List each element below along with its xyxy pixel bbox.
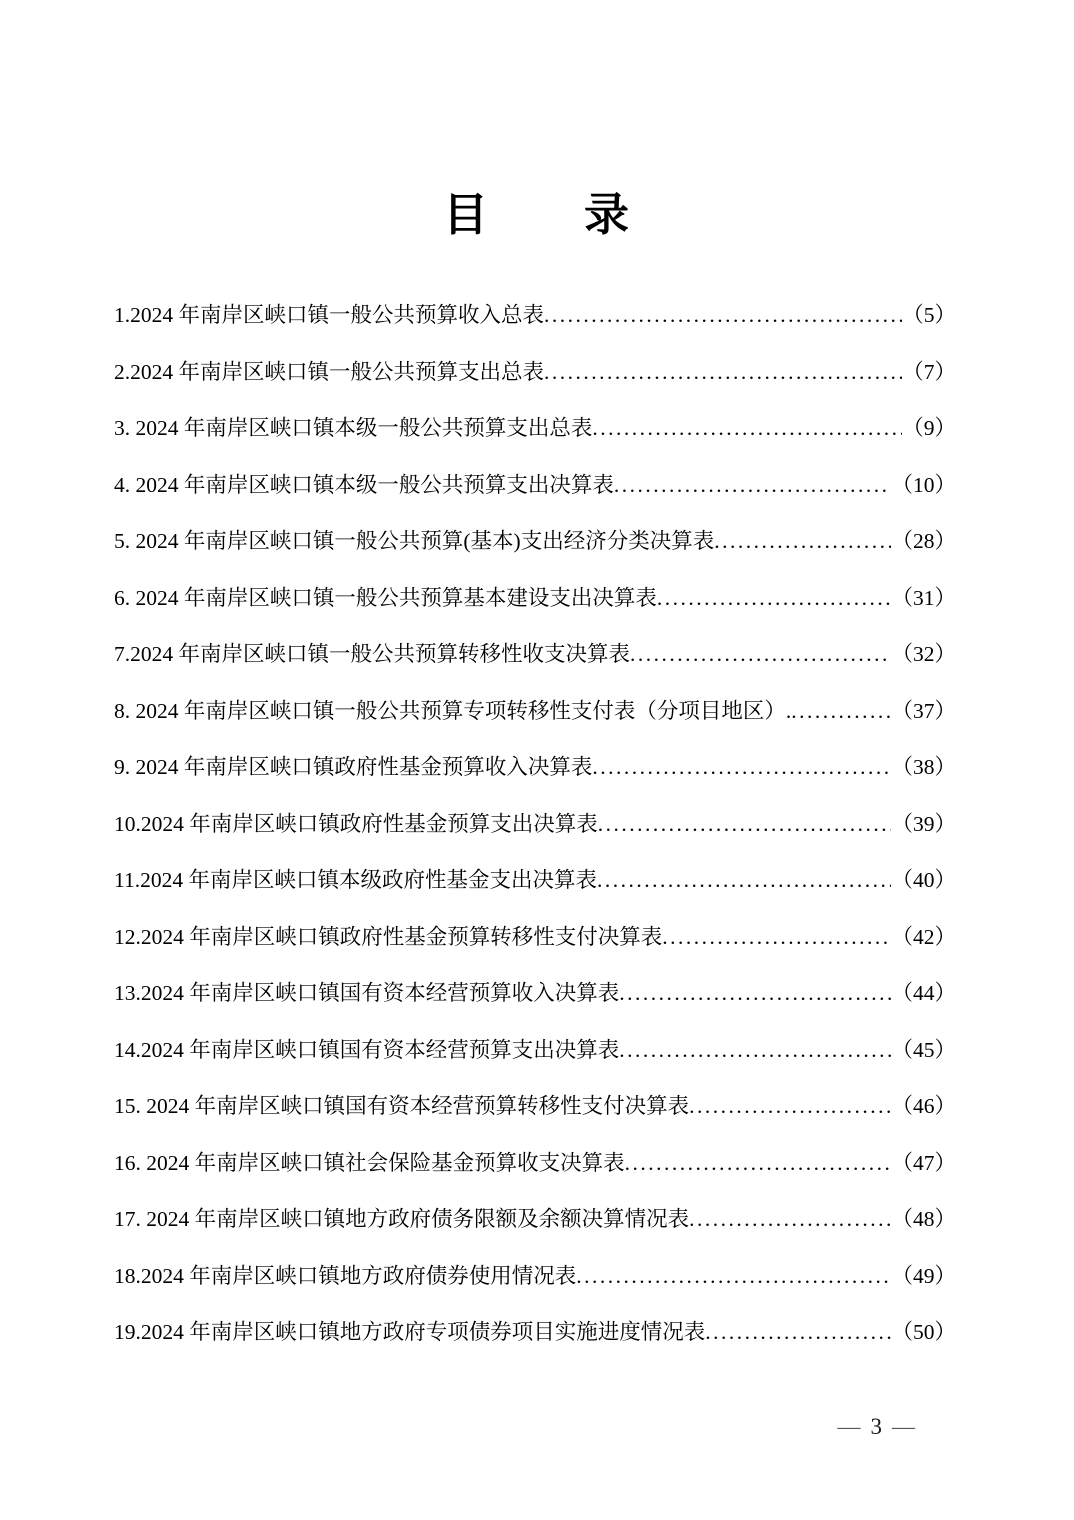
toc-entry-dots [592, 400, 902, 457]
toc-entry [114, 796, 956, 853]
toc-entry-text: 1.2024 年南岸区峡口镇一般公共预算收入总表 [114, 303, 545, 327]
toc-entry-dots [705, 1304, 891, 1361]
page-number [828, 1414, 926, 1440]
toc-entry-text: 11.2024 年南岸区峡口镇本级政府性基金支出决算表 [114, 868, 597, 892]
toc-entry-page: （38） [891, 755, 956, 779]
toc-entry-text: 19.2024 年南岸区峡口镇地方政府专项债券项目实施进度情况表 [114, 1320, 706, 1344]
toc-entry-text: 18.2024 年南岸区峡口镇地方政府债券使用情况表 [114, 1263, 577, 1288]
toc-entry [114, 400, 956, 457]
toc-entry [114, 1248, 956, 1305]
toc-entry [114, 1191, 956, 1248]
toc-entry-dots [597, 852, 892, 909]
toc-entry-dots [689, 1078, 891, 1135]
toc-entry-dots [544, 287, 902, 344]
toc-entry-page: （46） [891, 1094, 956, 1118]
toc-entry [114, 909, 956, 966]
toc-entry [114, 1304, 956, 1361]
toc-entry-dots [630, 626, 891, 683]
toc-entry-page: （44） [891, 981, 956, 1005]
toc-entry-page: （47） [891, 1150, 956, 1175]
toc-entry-dots [662, 909, 891, 966]
toc-entry [114, 287, 956, 344]
toc-entry-page: （39） [891, 811, 956, 836]
toc-entry-text: 12.2024 年南岸区峡口镇政府性基金预算转移性支付决算表 [114, 924, 663, 949]
toc-entry-page: （28） [891, 529, 956, 553]
toc-entry-text: 15. 2024 年南岸区峡口镇国有资本经营预算转移性支付决算表 [114, 1094, 690, 1118]
toc-entry-dots [791, 683, 891, 740]
toc-entry-dots [544, 344, 902, 401]
toc-entry [114, 739, 956, 796]
toc-entry-page: （48） [891, 1207, 956, 1231]
toc-entry [114, 1078, 956, 1135]
toc-entry-dots [619, 1022, 891, 1079]
toc-entry-page: （40） [891, 868, 956, 892]
toc-entry-text: 16. 2024 年南岸区峡口镇社会保险基金预算收支决算表 [114, 1150, 625, 1175]
toc-entry-text: 7.2024 年南岸区峡口镇一般公共预算转移性收支决算表 [114, 642, 631, 666]
page-title: 目 录 [442, 190, 631, 240]
toc-entry-dots [598, 796, 892, 853]
toc-entry-page: （37） [891, 698, 956, 723]
toc-entry-text: 17. 2024 年南岸区峡口镇地方政府债务限额及余额决算情况表 [114, 1207, 690, 1231]
toc-entry-dots [619, 965, 891, 1022]
toc-entry-text: 14.2024 年南岸区峡口镇国有资本经营预算支出决算表 [114, 1037, 620, 1062]
footer-dash-right: — [892, 1414, 915, 1439]
toc-entry-page: （31） [891, 585, 956, 610]
toc-entry [114, 513, 956, 570]
toc-entry-text: 8. 2024 年南岸区峡口镇一般公共预算专项转移性支付表（分项目地区）. [114, 698, 792, 723]
toc-entry [114, 1135, 956, 1192]
toc-entry-dots [689, 1191, 891, 1248]
toc-entry-page: （42） [891, 924, 956, 949]
toc-entry-page: （50） [891, 1320, 956, 1344]
toc-entry-page: （45） [891, 1037, 956, 1062]
toc-entry [114, 852, 956, 909]
toc-entry-page: （49） [891, 1263, 956, 1288]
toc-entry-text: 10.2024 年南岸区峡口镇政府性基金预算支出决算表 [114, 811, 598, 836]
toc-entry [114, 344, 956, 401]
toc-entry-page: （7） [902, 359, 956, 384]
toc-entry-dots [614, 457, 892, 514]
footer-page-number: 3 [870, 1414, 882, 1439]
toc-entry [114, 965, 956, 1022]
toc-entry-dots [576, 1248, 891, 1305]
toc-entry [114, 1022, 956, 1079]
toc-entry-text: 2.2024 年南岸区峡口镇一般公共预算支出总表 [114, 359, 545, 384]
toc-entry [114, 570, 956, 627]
toc-entry-text: 3. 2024 年南岸区峡口镇本级一般公共预算支出总表 [114, 416, 593, 440]
toc-list [114, 287, 956, 1361]
toc-entry [114, 626, 956, 683]
toc-entry-page: （32） [891, 642, 956, 666]
toc-entry-dots [625, 1135, 892, 1192]
toc-entry [114, 683, 956, 740]
toc-entry-text: 4. 2024 年南岸区峡口镇本级一般公共预算支出决算表 [114, 472, 614, 497]
toc-entry-text: 9. 2024 年南岸区峡口镇政府性基金预算收入决算表 [114, 755, 593, 779]
toc-entry-text: 6. 2024 年南岸区峡口镇一般公共预算基本建设支出决算表 [114, 585, 657, 610]
toc-entry-dots [714, 513, 891, 570]
toc-entry-page: （10） [891, 472, 956, 497]
toc-entry-text: 13.2024 年南岸区峡口镇国有资本经营预算收入决算表 [114, 981, 620, 1005]
toc-entry-page: （9） [902, 416, 956, 440]
toc-entry-text: 5. 2024 年南岸区峡口镇一般公共预算(基本)支出经济分类决算表 [114, 529, 715, 553]
toc-entry [114, 457, 956, 514]
toc-entry-page: （5） [902, 303, 956, 327]
footer-dash-left: — [837, 1414, 861, 1439]
toc-entry-dots [592, 739, 891, 796]
toc-entry-dots [657, 570, 892, 627]
